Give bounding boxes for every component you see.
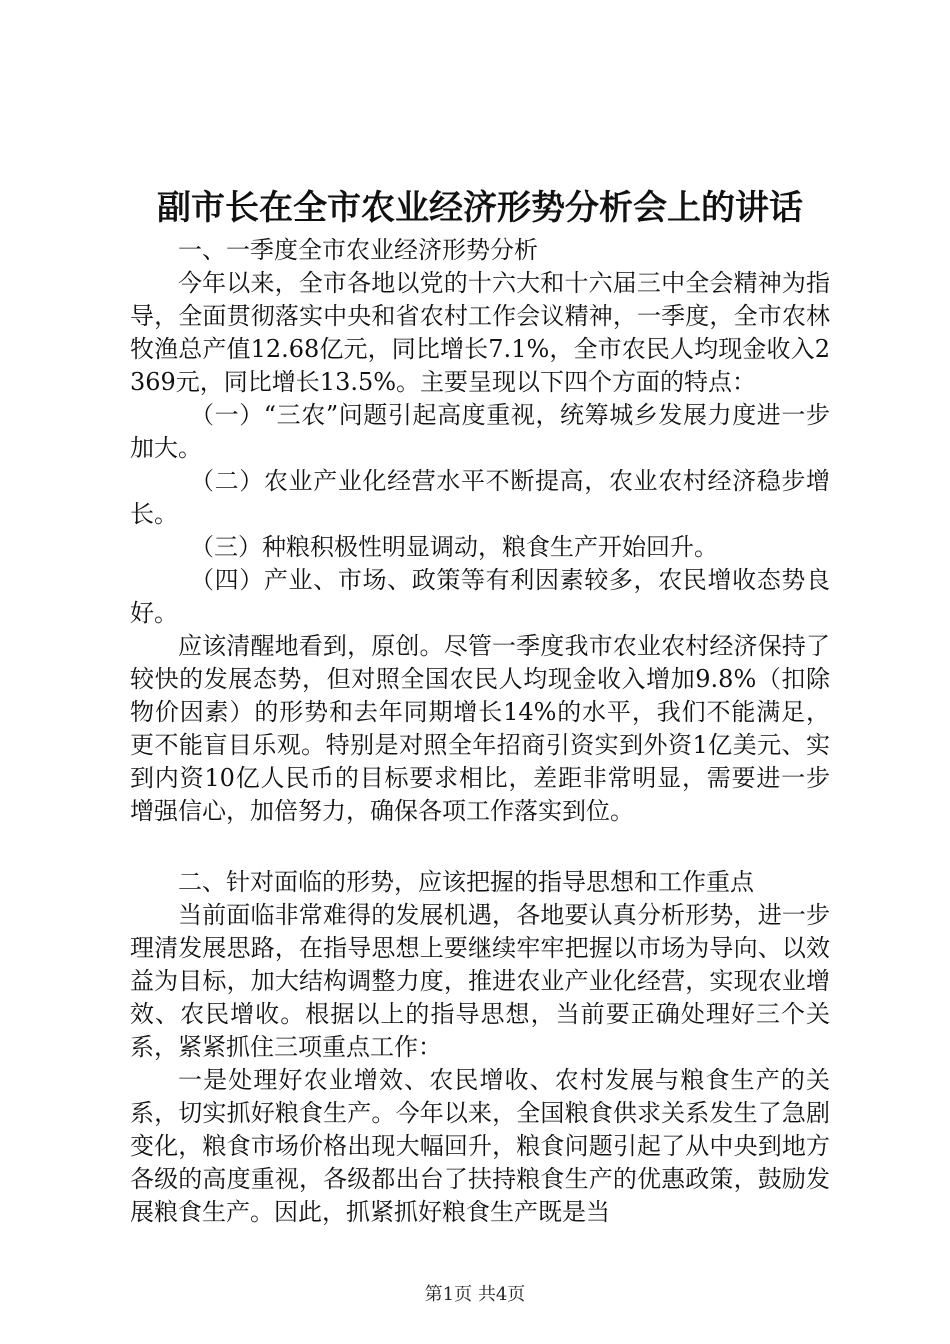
section-1-heading: 一、一季度全市农业经济形势分析 bbox=[178, 236, 538, 264]
section-2-heading: 二、针对面临的形势，应该把握的指导思想和工作重点 bbox=[178, 868, 754, 896]
section-2-item-1-paragraph: 一是处理好农业增效、农民增收、农村发展与粮食生产的关系，切实抓好粮食生产。今年以来，全国粮食供求关系发生了急剧变化，粮食市场价格出现大幅回升，粮食问题引起了从中央到地方各级的高度重视，各级都出台了扶持粮食生产的优惠政策，鼓励发展粮食生产。因此，抓紧抓好粮食生产既是当 bbox=[130, 1066, 830, 1226]
section-2-intro-paragraph: 当前面临非常难得的发展机遇，各地要认真分析形势，进一步理清发展思路，在指导思想上要继续牢牢把握以市场为导向、以效益为目标，加大结构调整力度，推进农业产业化经营，实现农业增效、农民增收。根据以上的指导思想，当前要正确处理好三个关系，紧紧抓住三项重点工作： bbox=[130, 901, 830, 1061]
section-1-intro-paragraph: 今年以来，全市各地以党的十六大和十六届三中全会精神为指导，全面贯彻落实中央和省农村工作会议精神，一季度，全市农林牧渔总产值12.68亿元，同比增长7.1%，全市农民人均现金收入2369元，同比增长13.5%。主要呈现以下四个方面的特点： bbox=[130, 269, 830, 396]
page-number-footer: 第1页 共4页 bbox=[424, 1284, 526, 1305]
section-spacer bbox=[130, 828, 830, 866]
section-1-point-2: （二）农业产业化经营水平不断提高，农业农村经济稳步增长。 bbox=[130, 467, 830, 528]
section-1-conclusion-paragraph: 应该清醒地看到，原创。尽管一季度我市农业农村经济保持了较快的发展态势，但对照全国农民人均现金收入增加9.8%（扣除物价因素）的形势和去年同期增长14%的水平，我们不能满足，更不能盲目乐观。特别是对照全年招商引资实到外资1亿美元、实到内资10亿人民币的目标要求相比，差距非常明显，需要进一步增强信心，加倍努力，确保各项工作落实到位。 bbox=[130, 632, 830, 825]
document-body bbox=[130, 234, 830, 1229]
section-1-point-3: （三）种粮积极性明显调动，粮食生产开始回升。 bbox=[190, 533, 718, 561]
section-1-point-4: （四）产业、市场、政策等有利因素较多，农民增收态势良好。 bbox=[130, 566, 830, 627]
section-1-point-1: （一）“三农”问题引起高度重视，统筹城乡发展力度进一步加大。 bbox=[130, 401, 830, 462]
document-title: 副市长在全市农业经济形势分析会上的讲话 bbox=[157, 188, 803, 228]
